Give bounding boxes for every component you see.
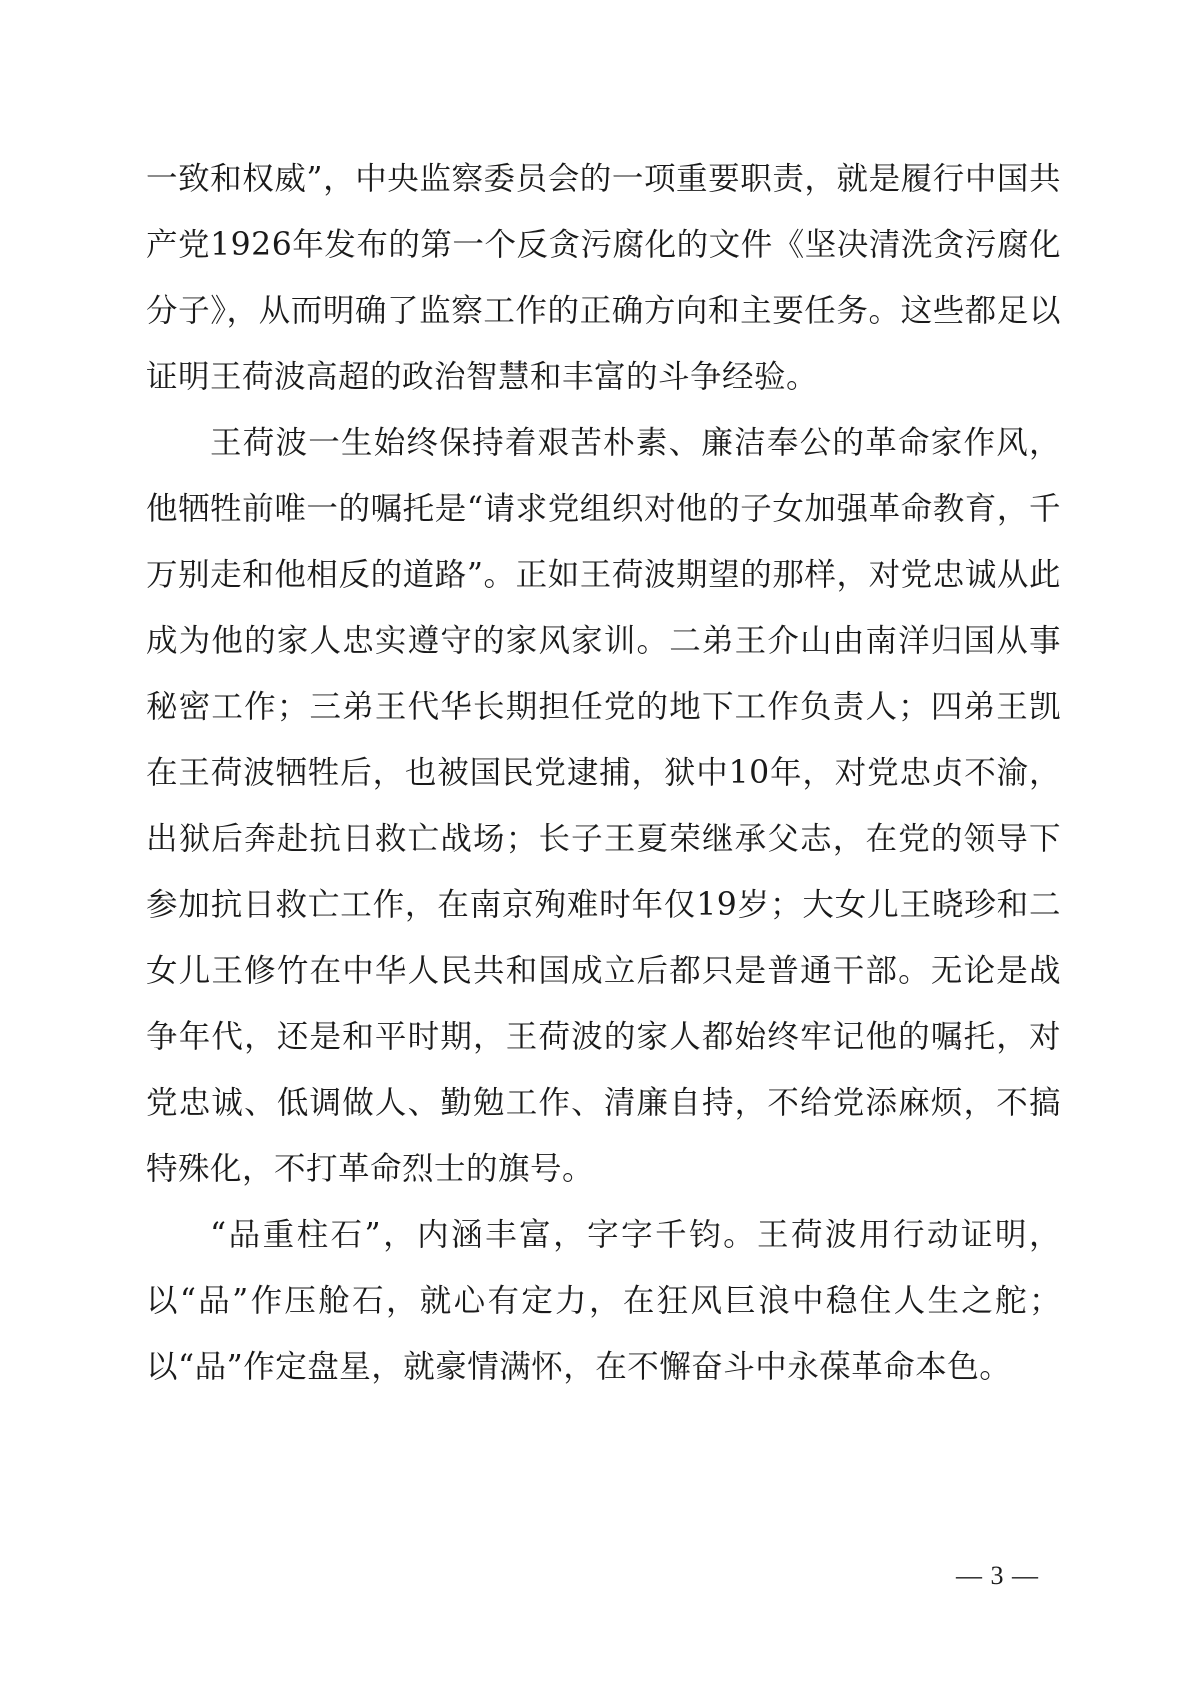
paragraph-family-tradition: 王荷波一生始终保持着艰苦朴素、廉洁奉公的革命家作风，他牺牲前唯一的嘱托是“请求党组织对他的子女加强革命教育，千万别走和他相反的道路”。正如王荷波期望的那样，对党忠诚从此成为他的家人忠实遵守的家风家训。二弟王介山由南洋归国从事秘密工作；三弟王代华长期担任党的地下工作负责人；四弟王凯在王荷波牺牲后，也被国民党逮捕，狱中10年，对党忠贞不渝，出狱后奔赴抗日救亡战场；长子王夏荣继承父志，在党的领导下参加抗日救亡工作，在南京殉难时年仅19岁；大女儿王晓珍和二女儿王修竹在中华人民共和国成立后都只是普通干部。无论是战争年代，还是和平时期，王荷波的家人都始终牢记他的嘱托，对党忠诚、低调做人、勤勉工作、清廉自持，不给党添麻烦，不搞特殊化，不打革命烈士的旗号。 [146,425,1061,1187]
page-number: — 3 — [956,1561,1039,1590]
body-text [146,146,1061,1400]
paragraph-continuation: 一致和权威”，中央监察委员会的一项重要职责，就是履行中国共产党1926年发布的第一个反贪污腐化的文件《坚决清洗贪污腐化分子》，从而明确了监察工作的正确方向和主要任务。这些都足以证明王荷波高超的政治智慧和丰富的斗争经验。 [146,161,1061,395]
paragraph-conclusion: “品重柱石”，内涵丰富，字字千钧。王荷波用行动证明，以“品”作压舱石，就心有定力，在狂风巨浪中稳住人生之舵；以“品”作定盘星，就豪情满怀，在不懈奋斗中永葆革命本色。 [146,1217,1061,1385]
